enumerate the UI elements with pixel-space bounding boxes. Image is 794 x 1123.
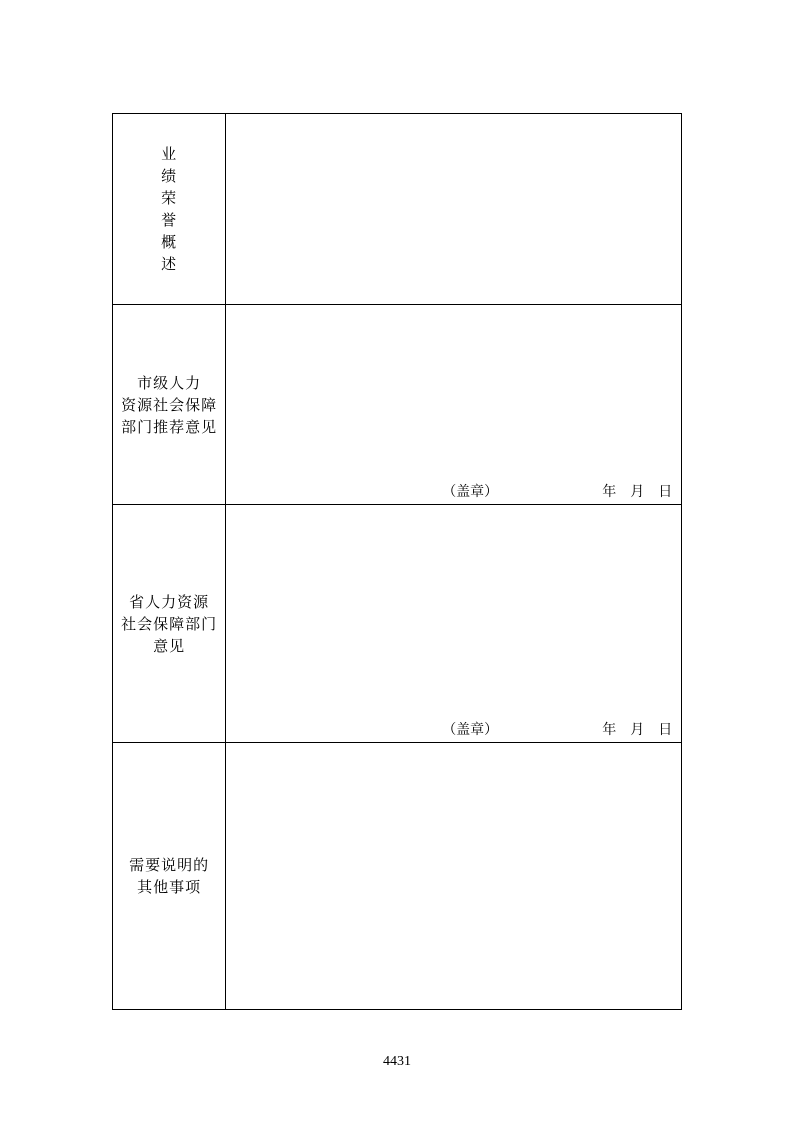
date-month-label: 月 bbox=[630, 484, 645, 501]
page-number: 4431 bbox=[383, 1054, 411, 1069]
date-day-label: 日 bbox=[658, 484, 673, 501]
label-line: 部门推荐意见 bbox=[121, 417, 218, 436]
label-achievements bbox=[113, 114, 226, 305]
label-line: 绩 bbox=[161, 167, 178, 186]
label-line: 其他事项 bbox=[137, 877, 202, 896]
other-matters-content[interactable] bbox=[226, 742, 682, 1009]
label-city-recommendation bbox=[113, 305, 226, 505]
label-line: 社会保障部门 bbox=[121, 614, 218, 633]
label-line: 市级人力 bbox=[137, 373, 202, 392]
date-month-label: 月 bbox=[630, 721, 645, 738]
city-recommendation-content[interactable] bbox=[226, 305, 682, 505]
label-line: 业 bbox=[161, 145, 178, 164]
label-province-opinion bbox=[113, 505, 226, 742]
form-table bbox=[112, 113, 682, 1010]
date-day-label: 日 bbox=[658, 721, 673, 738]
row-achievements bbox=[113, 114, 682, 305]
achievements-content[interactable] bbox=[226, 114, 682, 305]
date-year-label: 年 bbox=[602, 721, 617, 738]
seal-date-row bbox=[226, 721, 681, 739]
label-other-matters bbox=[113, 742, 226, 1009]
label-line: 荣 bbox=[161, 189, 178, 208]
label-line: 资源社会保障 bbox=[121, 395, 218, 414]
label-line: 誉 bbox=[161, 211, 178, 230]
seal-label: （盖章） bbox=[442, 721, 499, 738]
seal-label: （盖章） bbox=[442, 484, 499, 501]
date-year-label: 年 bbox=[602, 484, 617, 501]
province-opinion-content[interactable] bbox=[226, 505, 682, 742]
label-line: 需要说明的 bbox=[129, 855, 210, 874]
label-line: 述 bbox=[161, 255, 178, 274]
row-other-matters bbox=[113, 742, 682, 1009]
label-line: 概 bbox=[161, 233, 178, 252]
label-line: 意见 bbox=[153, 636, 186, 655]
seal-date-row bbox=[226, 483, 681, 501]
row-province-opinion bbox=[113, 505, 682, 742]
row-city-recommendation bbox=[113, 305, 682, 505]
label-line: 省人力资源 bbox=[129, 592, 210, 611]
